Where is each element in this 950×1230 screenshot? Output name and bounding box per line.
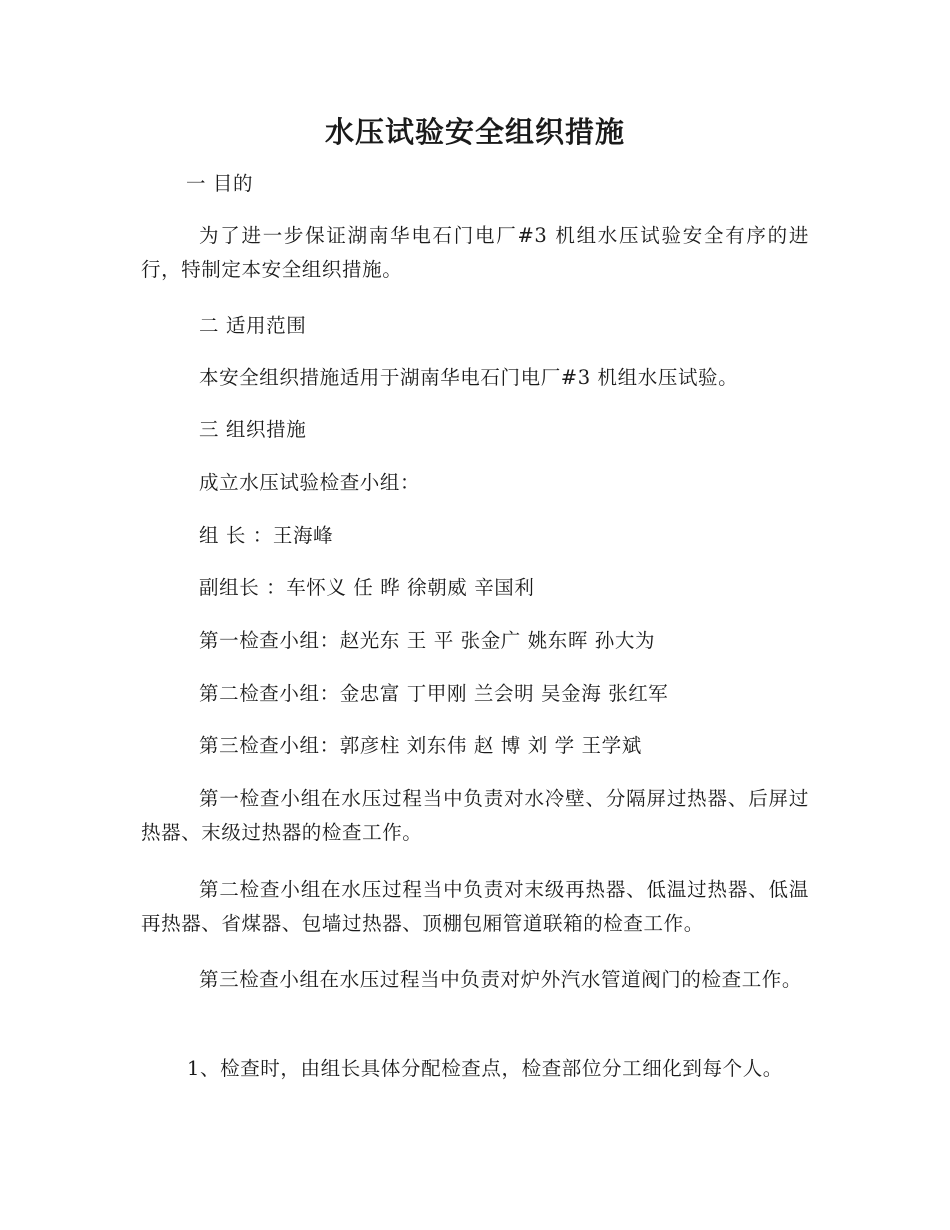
group-1-duty: 第一检查小组在水压过程当中负责对水冷壁、分隔屏过热器、后屏过热器、末级过热器的检查工作。 [141,787,809,844]
group-2-duty: 第二检查小组在水压过程当中负责对末级再热器、低温过热器、低温再热器、省煤器、包墙过热器、顶棚包厢管道联箱的检查工作。 [141,878,809,935]
team-leader: 组 长 ：王海峰 [199,524,334,547]
paragraph-purpose: 为了进一步保证湖南华电石门电厂#3 机组水压试验安全有序的进行，特制定本安全组织措施。 [141,224,809,281]
inspection-group-2: 第二检查小组：金忠富 丁甲刚 兰会明 吴金海 张红军 [199,682,669,705]
document-title: 水压试验安全组织措施 [324,115,625,149]
deputy-leaders: 副组长 ：车怀义 任 晔 徐朝威 辛国利 [199,576,535,599]
item-1: 1、检查时，由组长具体分配检查点，检查部位分工细化到每个人。 [187,1057,783,1080]
section-heading-scope: 二 适用范围 [199,314,307,337]
section-heading-organization: 三 组织措施 [199,418,307,441]
group-3-duty: 第三检查小组在水压过程当中负责对炉外汽水管道阀门的检查工作。 [199,968,803,991]
inspection-group-1: 第一检查小组：赵光东 王 平 张金广 姚东晖 孙大为 [199,629,656,652]
section-heading-purpose: 一 目的 [186,172,254,195]
group-intro: 成立水压试验检查小组： [199,471,421,494]
paragraph-scope: 本安全组织措施适用于湖南华电石门电厂#3 机组水压试验。 [199,366,739,389]
inspection-group-3: 第三检查小组：郭彦柱 刘东伟 赵 博 刘 学 王学斌 [199,734,642,757]
